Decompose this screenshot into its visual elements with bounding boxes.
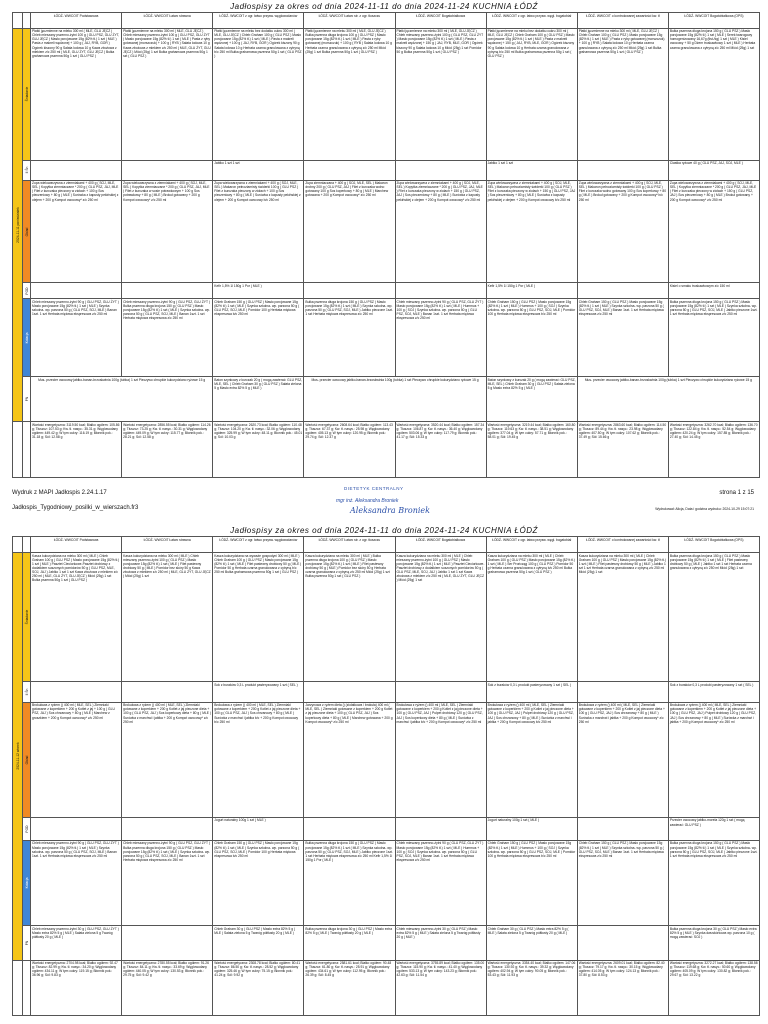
menu-cell <box>304 817 395 840</box>
dietitian-stamp: DIETETYK CENTRALNY mgr inż. Aleksandra Broniek Aleksandra Broniek <box>336 486 431 515</box>
menu-cell: Zupa wielowarzywna z ziemniakami + 400 g ( SOJ, MLE, SEL ) Makaron pełnoziarnisty świderki 100 g ( GLU PSZ ) Filet z kurczaka pieczony w ziołach + 150 g ( GLU PSZ, JAJ ) Sos pieczeniowy + 80 g ( MLE ) Surówka z kapusty pekińskiej z olejem + 200 g Kompot owocowy b/c 250 ml <box>486 180 577 283</box>
col-header: ŁÓDŹ- WWCOIT z ogr. łatwo przysw. węgl. bogatobiał <box>486 13 577 29</box>
menu-cell: Kefir 1,5% 1l 150g 1 Por ( MLE ) <box>486 283 577 299</box>
col-header: ŁÓDŹ- WWCOIT Łatwo str. z ogr. tłuszczu <box>304 537 395 553</box>
meal-label: II Śn <box>23 160 31 180</box>
meal-label: Kolacja <box>23 299 31 377</box>
nutrition-summary: Wartość energetyczna: 2856.55 kcal; Białko ogółem: 114.26 g; Tłuszcz: 73.25 g; Kw. tł. nasyc.: 30.31 g; Węglowodany ogółem: 449.09 g; W tym cukry: 115.77 g; Błonnik pok.: 28.21 g; Sól: 12.58 g <box>122 422 213 478</box>
meal-label: PN <box>23 926 31 961</box>
menu-cell: Kisiel o smaku truskawkowym z/c 150 ml <box>668 283 759 299</box>
menu-cell <box>31 817 122 840</box>
menu-cell: Kefir 1,5% 1l 150g 1 Por ( MLE ) <box>213 283 304 299</box>
nutrition-summary: Wartość energetyczna: 2608.64 kcal; Białko ogółem: 113.43 g; Tłuszcz: 67.37 g; Kw. tł. nasyc.: 25.98 g; Węglowodany ogółem: 405.13 g; W tym cukry: 120.95 g; Błonnik pok.: 29.74 g; Sól: 12.37 g <box>304 422 395 478</box>
col-header: ŁÓDŹ- WWCOIT Łatwo strawna <box>122 537 213 553</box>
page-number: strona 1 z 15 <box>719 490 754 496</box>
nutrition-summary: Wartość energetyczna: 2308.78 kcal; Białko ogółem: 80.41 g; Tłuszcz: 86.50 g; Kw. tł. nasyc.: 28.52 g; Węglowodany ogółem: 325.46 g; W tym cukry: 75.15 g; Błonnik pok.: 41.24 g; Sól: 9.92 g <box>213 960 304 1015</box>
col-header: ŁÓDŹ- WWCOIT z ogr. łatwo przysw. węgl. bogatobiał <box>486 537 577 553</box>
menu-cell: Brokułowa z ryżem () 400 ml ( MLE, SEL ) Ziemniaki gotowane z koperkiem + 200 g Kotlet z jaj pieczone dieta + 100 g ( GLU PSZ, JAJ ) Sos chrzanowy + 80 g ( MLE ) Surówka z marchwi i jabłka + 200 g Kompot owocowy* z/c 250 ml <box>577 702 668 817</box>
menu-cell: Ciastka ryżowe 40 g ( GLU PSZ, JAJ, SOJ, MLE ) <box>668 160 759 180</box>
menu-cell: Chleb Graham 150 g ( GLU PSZ ) Masło porcjowane 15g (82% tł.) 1 szt ( MLE ) Szynka szkolna- wp. parzona 50 g ( GLU PSZ, SOJ, MLE ) Banan 1szt. 1 szt Herbata miętowa ekspresowa z/c 250 ml <box>577 299 668 377</box>
menu-cell: Płatki jęczmienne na mleku 300 ml ( MLE, GLU JĘCZ ) Chleb mieszany pszenno-żytni 100 g ( GLU PSZ, GLU ŻYT, GLU JĘCZ ) Masło porcjowane 15g (82% tł.) 1 szt ( MLE ) Pasta z makreli wędzonej + 100 g ( JAJ, RYB, GOR ) Ogórek kiszony 90 g Sałata lodowa 10 g Kawa zbożowa z mlekiem z/c 250 ml ( MLE, GLU ŻYT, GLU JĘCZ ) Bułka grahamowa pszenna 50g 1 szt ( GLU PSZ ) <box>31 28 122 160</box>
nutrition-summary: Wartość energetyczna: 3272.27 kcal; Białko ogółem: 138.58 g; Tłuszcz: 119.68 g; Kw. tł. nasyc.: 50.60 g; Węglowodany ogółem: 405.09 g; W tym cukry: 130.82 g; Błonnik pok.: 29.67 g; Sól: 13.22 g <box>668 960 759 1015</box>
menu-cell: Zupa ziemniaczana + 400 g ( SOJ, MLE, SEL ) Makaron drobny 200 g ( GLU PSZ, JAJ ) Filet z kurczaka wolno gotowany 100 g Sos koperkowy + 80 g ( MLE ) Marchew gotowana + 200 g Kompot owocowy* z/c 250 ml <box>304 180 395 283</box>
meal-label: POD <box>23 817 31 840</box>
menu-cell <box>31 160 122 180</box>
menu-cell: Chleb mieszany pszenno-żytni 90 g ( GLU PSZ, GLU ŻYT ) Bułka pszenna długa krojona 150 g ( GLU PSZ ) Masło porcjowane 15g (82% tł.) 1 szt ( MLE ) Szynka szkolna- wp. parzona 50 g ( GLU PSZ, SOJ, MLE ) Banan 1szt. 1 szt Herbata miętowa ekspresowa z/c 250 ml <box>122 299 213 377</box>
meal-row-night-snack <box>13 926 760 961</box>
menu-cell <box>122 682 213 703</box>
menu-cell: Brokułowa z ryżem () 400 ml ( MLE, SEL ) Ziemniaki gotowane z koperkiem + 200 g Kotlet z jaj + 100 g ( GLU PSZ, JAJ ) Sos chrzanowy + 80 g ( MLE ) Marchew z groszkiem + 200 g Kompot owocowy* z/c 250 ml <box>31 702 122 817</box>
col-header: ŁÓDŹ- WWCOIT Bogatobiałkowa <box>395 537 486 553</box>
nutrition-summary: Wartość energetyczna: 2620.73 kcal; Białko ogółem: 110.48 g; Tłuszcz: 104.20 g; Kw. tł. nasyc.: 32.06 g; Węglowodany ogółem: 325.99 g; W tym cukry: 48.11 g; Błonnik pok.: 45.01 g; Sól: 10.03 g <box>213 422 304 478</box>
menu-cell: Płatki jęczmienne na mleku 300 ml ( MLE, GLU JĘCZ ) Chleb mieszany pszenno-żytni 100 g ( GLU PSZ, GLU ŻYT ) Masło porcjowane 15g (82% tł.) 1 szt ( MLE ) Pasta z makreli wędzonej + 150 g ( JAJ, RYB, MLE, GOR ) Ogórek kiszony 90 g Sałata lodowa 10 g Miód (25g) 1 szt Pomidor 50 g Bułka pszenna 50g 1 szt ( GLU PSZ ) <box>395 28 486 160</box>
menu-cell: Baton szynkowy z kurczak 20 g ( mogą zawierać: GLU PSZ, MLE, SEL ) Chleb Graham 30 g ( GLU PSZ ) Sałata zielona 5 g Masło extra 82% 5 g ( MLE ) <box>213 377 304 422</box>
menu-cell: Chleb mieszany pszenno-żytni 30 g ( GLU PSZ, GLU ŻYT ) Masło extra 82% 5 g ( MLE ) Sałata zielona 5 g Twaróg półtłusty 20 g ( MLE ) <box>31 926 122 961</box>
col-header: ŁÓDŹ- WWCOIT Łatwo strawna <box>122 13 213 29</box>
menu-cell: Brokułowa z ryżem () 400 ml ( MLE, SEL ) Ziemniaki gotowane z koperkiem + 200 g Kotlet z jaj pieczone dieta + 100 g ( GLU PSZ, JAJ ) Sos chrzanowy + 80 g ( MLE ) Surówka z marchwi i jabłka b/c + 200 g Kompot owocowy b/c 250 ml <box>213 702 304 817</box>
menu-cell: Kasza kukurydziana na mleku 300 ml ( MLE ) Chleb Graham 100 g ( GLU PSZ ) Masło porcjowane 15g (82% tł.) 1 szt ( MLE ) Ser Prończąg 100 g ( GLU PSZ ) Pomidor 50 g Herbata czarna granulowana z cytryną b/c 250 ml Bułka grahamowa pszenna 50g 1 szt ( GLU PSZ ) <box>486 553 577 682</box>
col-header: ŁÓDŹ- WWCOIT z ogr. łatwo przysw. węglowodanów <box>213 13 304 29</box>
menu-cell: Brokułowa z ryżem () 400 ml ( MLE, SEL ) Ziemniaki gotowane z koperkiem + 200 g Kotlet z jaj pieczone dieta + 100 g ( GLU PSZ, JAJ ) Sos koperkowy dieta + 80 g ( MLE ) Surówka z marchwi i jabłka + 200 g Kompot owocowy* z/c 250 ml <box>122 702 213 817</box>
menu-cell <box>31 682 122 703</box>
menu-cell: Chleb Graham 150 g ( GLU PSZ ) Masło porcjowane 15g (82% tł.) 1 szt ( MLE ) Szynka szkolna- wp. parzona 50 g ( GLU PSZ, SOJ, MLE ) Pomidor 100 g Herbata miętowa ekspresowa b/c 250 ml <box>213 840 304 925</box>
meal-row-second-breakfast <box>13 682 760 703</box>
menu-cell: Chleb mieszany pszenno-żytni 30 g ( GLU PSZ ) Masło extra 82% 5 g ( MLE ) Sałata zielona 5 g Twaróg półtłusty 20 g ( MLE ) <box>395 926 486 961</box>
menu-cell: Płatki jęczmienne na mleku 300 ml ( MLE, GLU JĘCZ ) Chleb Graham 100 g ( GLU PSZ ) Masło porcjowane 15g (82% tł.) 1 szt ( MLE ) Pasta z ryby gotowanej (morszczuk) + 100 g ( RYB ) Sałata lodowa 10 g Herbata czarna granulowana z cytryną z/c 250 ml Miód (25g) 1 szt Bułka grahamowa pszenna 50g 1 szt ( GLU PSZ ) <box>577 28 668 160</box>
menu-cell: Kasza kukurydziana na mleku 300 ml ( MLE ) Chleb mieszany pszenno-żytni 100 g ( GLU PSZ ) Masło porcjowane 15g (82% tł.) 1 szt ( MLE ) Pasztet Cieciorkowe-Pasztet drobiowy z dodatkiem suszonych pomidorów 50 g ( GLU PSZ, MLE, SOJ, JAJ ) Jabłko 1 szt 1 szt Kawa zbożowa z mlekiem z/c 250 ml ( MLE, GLU ŻYT, GLU JĘCZ ) Miód (25g) 1 szt <box>395 553 486 682</box>
report-filename: Jadłospis_Tygodniowy_posilki_w_wierszach.fr3 <box>12 505 139 511</box>
nutrition-summary: Wartość energetyczna: 2581.61 kcal; Białko ogółem: 90.48 g; Tłuszcz: 61.80 g; Kw. tł. nasyc.: 25.91 g; Węglowodany ogółem: 434.61 g; W tym cukry: 112.95 g; Błonnik pok.: 26.39 g; Sól: 8.45 g <box>304 960 395 1015</box>
menu-cell <box>395 160 486 180</box>
menu-cell: Sok z buraków 0,3 L produkt pasteryzowany 1 szt ( SEL ) <box>668 682 759 703</box>
menu-cell: Kasza kukurydziana na wyważe gospodyni 300 ml ( MLE ) Chleb Graham 100 g ( GLU PSZ ) Masło porcjowane 15g (82% tł.) 1 szt ( MLE ) Filet pastewny drobiowy 50 g ( MLE ) Pomidor 50 g Herbata czarna granulowana z cytryną b/c 250 ml Bułka grahamowa pszenna 50g 1 szt ( GLU PSZ ) <box>213 553 304 682</box>
meal-row-second-breakfast <box>13 160 760 180</box>
menu-cell: Jarzynowa z ryżem dieta () (ziołatkowa / brokuła) 400 ml ( MLE, SEL ) Ziemniaki gotowane z koperkiem + 200 g Kotlet z jaj pieczone dieta + 100 g ( GLU PSZ, JAJ ) Sos koperkowy dieta + 80 g ( MLE ) Marchew gotowana + 200 g Kompot owocowy* z/c 250 ml <box>304 702 395 817</box>
menu-cell <box>122 926 213 961</box>
menu-cell: Płatki jęczmienne na mleku 300 ml ( MLE, GLU JĘCZ ) Bułka pszenna długa krojona 100 g ( GLU PSZ ) Masło porcjowane 15g (82% tł.) 1 szt ( MLE ) Pasta z ryby gotowanej (morszczuk) + 100 g ( RYB ) Sałata lodowa 10 g Herbata czarna granulowana z cytryną z/c 250 ml Miód (25g) 1 szt Bułka pszenna 50g 1 szt ( GLU PSZ ) <box>304 28 395 160</box>
menu-cell <box>31 283 122 299</box>
menu-cell: Zupa wielowarzywna z ziemniakami + 400 g ( SOJ, MLE, SEL ) Kopytka ziemniaczane * 200 g ( GLU PSZ, JAJ, MLE ) Filet z kurczaka w sosie potrawkowym + 100 g Sos potrawkowy + 80 g ( MLE ) Brokuł gotowany + 200 g Kompot owocowy* z/c 250 ml <box>122 180 213 283</box>
menu-cell: Kasza kukurydziana na mleku 300 ml ( MLE ) Bułka pszenna długa krojona 100 g ( GLU PSZ ) Masło porcjowane 15g (82% tł.) 1 szt ( MLE ) Filet pastewny drobiowy 50 g ( MLE ) Pomidor bez skóry 50 g Herbata czarna granulowana z cytryną z/c 250 ml Miód (25g) 1 szt Bułka pszenna 50g 1 szt ( GLU PSZ ) <box>304 553 395 682</box>
menu-cell: Płatki jęczmienne na mleku bez dodatku cukru 300 ml ( MLE, GLU JĘCZ ) Chleb Graham 100 g ( GLU PSZ ) Masło porcjowane 15g (82% tł.) 1 szt ( MLE ) Pasta z makreli wędzonej + 150 g ( JAJ, RYB, MLE, GOR ) Ogórek kiszony 90 g Sałata lodowa 10 g Herbata czarna granulowana z cytryną b/c 250 ml Bułka grahamowa pszenna 50g 1 szt ( GLU PSZ ) <box>486 28 577 160</box>
col-header: ŁÓDŹ- WWCOIT z ogr. łatwo przysw. węglowodanów <box>213 537 304 553</box>
menu-cell <box>304 160 395 180</box>
menu-cell: Sok z buraków 0,3 L produkt pasteryzowany 1 szt ( SEL ) <box>213 682 304 703</box>
nutrition-summary: Wartość energetyczna: 2609.01 kcal; Białko ogółem: 82.40 g; Tłuszcz: 79.17 g; Kw. tł. nasyc.: 30.15 g; Węglowodany ogółem: 414.05 g; W tym cukry: 124.13 g; Błonnik pok.: 37.80 g; Sól: 8.53 g <box>577 960 668 1015</box>
menu-cell: Zupa wielowarzywna z ziemniakami + 400 g ( SOJ, MLE, SEL ) Kopytka ziemniaczane * 200 g ( GLU PSZ, JAJ, MLE ) Filet z kurczaka pieczony w ziołach + 150 g ( GLU PSZ, JAJ ) Sos pieczeniowy + 80 g ( MLE ) Surówka z kapusty pekińskiej z olejem + 200 g Kompot owocowy* z/c 250 ml <box>395 180 486 283</box>
meal-label: Śniadanie <box>23 553 31 682</box>
meal-row-dinner <box>13 299 760 377</box>
menu-cell: Chleb mieszany pszenno-żytni 90 g ( GLU PSZ, GLU ŻYT ) Bułka pszenna długa krojona 150 g ( GLU PSZ ) Masło porcjowane 15g (82% tł.) 1 szt ( MLE ) Szynka szkolna- wp. parzona 50 g ( GLU PSZ, SOJ, MLE ) Banan 1szt. 1 szt Herbata miętowa ekspresowa z/c 250 ml <box>122 840 213 925</box>
col-header: ŁÓDŹ- WWCOIT o kontrolowanej zawartości kw. tł <box>577 13 668 29</box>
meal-row-dinner <box>13 840 760 925</box>
meal-label: II Śn <box>23 682 31 703</box>
menu-cell: Mus- przecier owocowy jabłko-banan-brzoskwinia 100g (tubka) 1 szt Pieczywo chrupkie kukurydziano ryżowe 15 g <box>31 377 213 422</box>
menu-cell: Chleb mieszany pszenno-żytni 90 g ( GLU PSZ, GLU ŻYT ) Masło porcjowane 15g (82% tł.) 1 szt ( MLE ) Szynka szkolna- wp. parzona 50 g ( GLU PSZ, SOJ, MLE ) Banan 1szt. 1 szt Herbata miętowa ekspresowa z/c 250 ml <box>31 299 122 377</box>
col-header: ŁÓDŹ- WWCOIT Podstawowa <box>31 537 122 553</box>
nutrition-summary: Wartość energetyczna: 3119.50 kcal; Białko ogółem: 105.86 g; Tłuszcz: 107.53 g; Kw. tł. nasyc.: 35.31 g; Węglowodany ogółem: 449.42 g; W tym cukry: 116.19 g; Błonnik pok.: 31.18 g; Sól: 12.58 g <box>31 422 122 478</box>
nutrition-summary: Wartość energetyczna: 3354.40 kcal; Białko ogółem: 147.06 g; Tłuszcz: 130.92 g; Kw. tł. nasyc.: 39.32 g; Węglowodany ogółem: 402.94 g; W tym cukry: 90.05 g; Błonnik pok.: 53.43 g; Sól: 11.93 g <box>486 960 577 1015</box>
menu-cell: Bułka pszenna długa krojona 30 g ( GLU PSZ ) Masło extra 82% 5 g ( MLE ) Twaróg półtłusty 20 g ( MLE ) <box>304 926 395 961</box>
menu-cell: Jogurt naturalny 100g 1 szt ( MLE ) <box>486 817 577 840</box>
meal-row-lunch <box>13 702 760 817</box>
meal-row-night-snack <box>13 377 760 422</box>
menu-table-week1-day2 <box>12 536 760 1016</box>
menu-cell <box>122 160 213 180</box>
menu-cell: Bułka pszenna długa krojona 150 g ( GLU PSZ ) Masło porcjowane 15g (82% tł.) 1 szt ( MLE ) Szynka szkolna- wp. parzona 50 g ( GLU PSZ, SOJ, MLE ) Jabłko pieczone 1szt. 1 szt Herbata miętowa ekspresowa z/c 250 ml <box>304 299 395 377</box>
menu-cell <box>577 682 668 703</box>
menu-cell: Kasza kukurydziana na mleku 300 ml ( MLE ) Chleb Graham 100 g ( GLU PSZ ) Masło porcjowane 15g (82% tł.) 1 szt ( MLE ) Filet pastewny drobiowy 50 g ( MLE ) Jabłko 1 szt 1 szt Herbata czarna granulowana z cytryną z/c 250 ml Miód (25g) 1 szt <box>577 553 668 682</box>
menu-cell: Chleb Graham 30 g ( GLU PSZ ) Masło extra 82% 5 g ( MLE ) Sałata zielona 5 g Twaróg półtłusty 20 g ( MLE ) <box>213 926 304 961</box>
day-label: 2024-11-11 poniedziałek <box>13 28 23 421</box>
menu-cell: Bułka pszenna długa krojona 150 g ( GLU PSZ ) Masło porcjowane 15g (82% tł.) 1 szt ( MLE ) Szynka szkolna- wp. parzona 50 g ( GLU PSZ, SOJ, MLE ) Jabłko pieczone 1szt. 1 szt Herbata miętowa ekspresowa z/c 250 ml Kefir 1,5% 1l 150g 1 Por ( MLE ) <box>304 840 395 925</box>
page-bottom <box>0 524 768 536</box>
header-row <box>13 537 760 553</box>
nutrition-summary: Wartość energetyczna: 3219.44 kcal; Białko ogółem: 160.80 g; Tłuszcz: 119.63 g; Kw. tł. nasyc.: 38.51 g; Węglowodany ogółem: 377.04 g; W tym cukry: 57.71 g; Błonnik pok.: 58.01 g; Sól: 19.45 g <box>486 422 577 478</box>
menu-cell <box>122 283 213 299</box>
meal-row-breakfast <box>13 28 760 160</box>
meal-label: POD <box>23 283 31 299</box>
menu-cell <box>395 283 486 299</box>
menu-cell: Płatki jęczmienne na mleku bez dodatku cukru 300 ml ( MLE, GLU JĘCZ ) Chleb Graham 100 g ( GLU PSZ ) Masło porcjowane 15g (82% tł.) 1 szt ( MLE ) Pasta z makreli wędzonej + 100 g ( JAJ, RYB, GOR ) Ogórek kiszony 90 g Sałata lodowa 10 g Herbata czarna granulowana z cytryną b/c 250 ml Bułka grahamowa pszenna 50g 1 szt ( GLU PSZ ) <box>213 28 304 160</box>
col-header: ŁÓDŹ- WWCOIT Bogatobiałkowa (OPS) <box>668 537 759 553</box>
meal-label: Obiad <box>23 702 31 817</box>
col-header: ŁÓDŹ- WWCOIT Bogatobiałkowa (OPS) <box>668 13 759 29</box>
nutrition-summary: Wartość energetyczna: 2704.98 kcal; Białko ogółem: 92.47 g; Tłuszcz: 82.99 g; Kw. tł. nasyc.: 34.20 g; Węglowodany ogółem: 434.11 g; W tym cukry: 119.15 g; Błonnik pok.: 36.96 g; Sól: 9.83 g <box>31 960 122 1015</box>
nutrition-summary: Wartość energetyczna: 2863.60 kcal; Białko ogółem: 114.50 g; Tłuszcz: 89.44 g; Kw. tł. nasyc.: 23.98 g; Węglowodany ogółem: 407.50 g; W tym cukry: 107.62 g; Błonnik pok.: 37.49 g; Sól: 15.66 g <box>577 422 668 478</box>
menu-cell: Kasza kukurydziana na mleku 300 ml ( MLE ) Chleb Graham 100 g ( GLU PSZ ) Masło porcjowane 15g (82% tł.) 1 szt ( MLE ) Pasztet Cieciorkowe-Pasztet drobiowy z dodatkiem suszonych pomidorów 50 g ( GLU PSZ, MLE, SOJ, JAJ ) Jabłko 1 szt 1 szt Kawa zbożowa z mlekiem z/c 250 ml ( MLE, GLU ŻYT, GLU JĘCZ ) Miód (25g) 1 szt Bułka pszenna 50g 1 szt ( GLU PSZ ) <box>31 553 122 682</box>
col-header: ŁÓDŹ- WWCOIT Łatwo str. z ogr. tłuszczu <box>304 13 395 29</box>
menu-cell: Bułka pszenna długa krojona 150 g ( GLU PSZ ) Masło porcjowane 15g (82% tł.) 1 szt ( MLE ) Serek twarogowy homogenizowany 16,67g (tłst./kg) 1 szt ( MLE ) Kisiel owocowy + 50 g Dżem truskawkowy 1 szt ( MLE ) Herbata czarna granulowana z cytryną z/c 250 ml Miód (25g) 1 szt <box>668 28 759 160</box>
menu-cell: Jabłko 1 szt 1 szt <box>213 160 304 180</box>
menu-table-week1 <box>12 12 760 478</box>
nutrition-summary: Wartość energetyczna: 3520.44 kcal; Białko ogółem: 157.34 g; Tłuszcz: 106.87 g; Kw. tł. nasyc.: 36.40 g; Węglowodany ogółem: 503.06 g; W tym cukry: 117.79 g; Błonnik pok.: 41.17 g; Sól: 15.33 g <box>395 422 486 478</box>
page-title: Jadłospisy za okres od dnia 2024-11-11 do dnia 2024-11-24 KUCHNIA ŁÓDŹ <box>230 2 538 11</box>
meal-label: PN <box>23 377 31 422</box>
nutrition-summary: Wartość energetyczna: 3262.70 kcal; Białko ogółem: 136.70 g; Tłuszcz: 122.84 g; Kw. tł. nasyc.: 52.54 g; Węglowodany ogółem: 420.24 g; W tym cukry: 157.85 g; Błonnik pok.: 27.40 g; Sól: 14.45 g <box>668 422 759 478</box>
menu-cell: Przecier owocowy jabłko-morela 120g 1 szt ( mogą zawierać: GLU PSZ ) <box>668 817 759 840</box>
menu-cell: Chleb Graham 150 g ( GLU PSZ ) Masło porcjowane 15g (82% tł.) 1 szt ( MLE ) Hummus + 100 g ( SOJ ) Szynka szkolna- wp. parzona 50 g ( GLU PSZ, SOJ, MLE ) Pomidor 100 g Herbata miętowa ekspresowa b/c 250 ml <box>486 299 577 377</box>
col-header: ŁÓDŹ- WWCOIT Podstawowa <box>31 13 122 29</box>
menu-cell: Jogurt naturalny 100g 1 szt ( MLE ) <box>213 817 304 840</box>
menu-cell: Płatki jęczmienne na mleku 300 ml ( MLE, GLU JĘCZ ) Chleb mieszany pszenno-żytni 100 g ( GLU PSZ, GLU ŻYT ) Masło porcjowane 15g (82% tł.) 1 szt ( MLE ) Pasta z ryby gotowanej (morszczuk) + 100 g ( RYB ) Sałata lodowa 10 g Kawa zbożowa z mlekiem z/c 250 ml ( MLE, GLU ŻYT, GLU JĘCZ ) Miód (25g) 1 szt Bułka grahamowa pszenna 50g 1 szt ( GLU PSZ ) <box>122 28 213 160</box>
menu-cell: Chleb Graham 150 g ( GLU PSZ ) Masło porcjowane 15g (82% tł.) 1 szt ( MLE ) Hummus + 100 g ( SOJ ) Szynka szkolna- wp. parzona 50 g ( GLU PSZ, SOJ, MLE ) Pomidor 100 g Herbata miętowa ekspresowa b/c 250 ml <box>486 840 577 925</box>
col-header: ŁÓDŹ- WWCOIT Bogatobiałkowa <box>395 13 486 29</box>
menu-cell <box>577 283 668 299</box>
menu-cell: Bułka pszenna długa krojona 150 g ( GLU PSZ ) Masło porcjowane 15g (82% tł.) 1 szt ( MLE ) Szynka szkolna- wp. parzona 50 g ( GLU PSZ, SOJ, MLE ) Jabłko pieczone 1szt. 1 szt Herbata miętowa ekspresowa z/c 250 ml <box>668 299 759 377</box>
menu-cell <box>577 926 668 961</box>
menu-cell: Chleb Graham 150 g ( GLU PSZ ) Masło porcjowane 15g (82% tł.) 1 szt ( MLE ) Szynka szkolna- wp. parzona 50 g ( GLU PSZ, SOJ, MLE ) Banan 1szt. 1 szt Herbata miętowa ekspresowa z/c 250 ml <box>577 840 668 925</box>
menu-cell <box>304 283 395 299</box>
menu-cell: Chleb mieszany pszenno-żytni 90 g ( GLU PSZ, GLU ŻYT ) Masło porcjowane 15g (82% tł.) 1 szt ( MLE ) Szynka szkolna- wp. parzona 50 g ( GLU PSZ, SOJ, MLE ) Banan 1szt. 1 szt Herbata miętowa ekspresowa z/c 250 ml <box>31 840 122 925</box>
menu-cell: Zupa wielowarzywna z ziemniakami + 400 g ( SOJ, MLE, SEL ) Kopytka ziemniaczane * 200 g ( GLU PSZ, JAJ, MLE ) Filet z kurczaka pieczony w ziołach + 100 g Sos pieczeniowy + 80 g ( MLE ) Surówka z kapusty pekińskiej z olejem + 200 g Kompot owocowy* z/c 250 ml <box>31 180 122 283</box>
header-row <box>13 13 760 29</box>
menu-cell: Jabłko 1 szt 1 szt <box>486 160 577 180</box>
menu-cell: Chleb mieszany pszenno-żytni 90 g ( GLU PSZ, GLU ŻYT ) Masło porcjowane 15g (82% tł.) 1 szt ( MLE ) Hummus + 100 g ( SOJ ) Szynka szkolna- wp. parzona 50 g ( GLU PSZ, SOJ, MLE ) Banan 1szt. 1 szt Herbata miętowa ekspresowa z/c 250 ml <box>395 299 486 377</box>
menu-cell: Bułka pszenna długa krojona 30 g ( GLU PSZ ) Masło extra 82% 5 g ( MLE ) Szynka dwuskórkowa wp. parzona 10 g ( mogą zawierać: SOJ ) <box>668 926 759 961</box>
col-header: ŁÓDŹ- WWCOIT o kontrolowanej zawartości kw. tł <box>577 537 668 553</box>
summary-row <box>13 422 760 478</box>
menu-cell <box>395 817 486 840</box>
menu-cell <box>395 682 486 703</box>
meal-row-breakfast <box>13 553 760 682</box>
menu-cell: Chleb Graham 30 g ( GLU PSZ ) Masło extra 82% 5 g ( MLE ) Sałata zielona 5 g Twaróg półtłusty 20 g ( MLE ) <box>486 926 577 961</box>
menu-cell: Chleb mieszany pszenno-żytni 90 g ( GLU PSZ, GLU ŻYT ) Masło porcjowane 15g (82% tł.) 1 szt ( MLE ) Hummus + 100 g ( SOJ ) Szynka szkolna- wp. parzona 50 g ( GLU PSZ, SOJ, MLE ) Banan 1szt. 1 szt Herbata miętowa ekspresowa z/c 250 ml <box>395 840 486 925</box>
meal-label: Kolacja <box>23 840 31 925</box>
menu-cell: Zupa wielowarzywna z ziemniakami + 400 g ( SOJ, MLE, SEL ) Makaron pełnoziarnisty świderki 100 g ( GLU PSZ ) Filet z kurczaka pieczony w ziołach + 100 g Sos pieczeniowy + 80 g ( MLE ) Surówka z kapusty pekińskiej z olejem + 200 g Kompot owocowy b/c 250 ml <box>213 180 304 283</box>
menu-cell: Zupa wielowarzywna z ziemniakami + 400 g ( SOJ, MLE, SEL ) Kopytka ziemniaczane * 200 g ( GLU PSZ, JAJ, MLE ) Filet z kurczaka pieczony w ziołach + 150 g ( GLU PSZ, JAJ ) Sos pieczeniowy + 80 g ( MLE ) Brokuł gotowany + 200 g Kompot owocowy* z/c 250 ml <box>668 180 759 283</box>
meal-label: Obiad <box>23 180 31 283</box>
menu-cell <box>577 160 668 180</box>
menu-cell: Mus- przecier owocowy jabłko-banan-brzoskwinia 100g (tubka) 1 szt Pieczywo chrupkie kukurydziano ryżowe 15 g <box>577 377 759 422</box>
menu-cell: Mus- przecier owocowy jabłko-banan-brzoskwinia 100g (tubka) 1 szt Pieczywo chrupkie kukurydziano ryżowe 15 g <box>304 377 486 422</box>
menu-cell <box>304 682 395 703</box>
menu-cell: Bułka pszenna długa krojona 150 g ( GLU PSZ ) Masło porcjowane 15g (82% tł.) 1 szt ( MLE ) Filet pastewny drobiowy 50 g ( MLE ) Jabłko 1 szt 1 szt Herbata czarna granulowana z cytryną z/c 250 ml Miód (25g) 1 szt <box>668 553 759 682</box>
print-source: Wydruk z MAPI Jadłospis 2.24.1.17 <box>12 490 107 496</box>
meal-row-lunch <box>13 180 760 283</box>
menu-cell: Brokułowa z ryżem () 400 ml ( MLE, SEL ) Ziemniaki gotowane z koperkiem + 200 g Kotlet z jaj pieczone dieta + 100 g ( GLU PSZ, JAJ ) Pulpet drobiowy 120 g ( GLU PSZ, JAJ ) Sos chrzanowy + 80 g ( MLE ) Surówka z marchwi i jabłka + 200 g Kompot owocowy* z/c 250 ml <box>668 702 759 817</box>
printed-by: Wydrukował: Alicja, Data i godzina wydruku: 2024-10-29 15:07:21 <box>655 507 754 511</box>
signature: Aleksandra Broniek <box>350 506 431 515</box>
menu-cell: Zupa wielowarzywna z ziemniakami + 400 g ( SOJ, MLE, SEL ) Makaron pełnoziarnisty świderki 100 g ( GLU PSZ ) Filet z kurczaka wolno gotowany 100 g Sos koperkowy + 80 g ( MLE ) Brokuł gotowany + 200 g Kompot owocowy* b/c 250 ml <box>577 180 668 283</box>
meal-row-snack <box>13 283 760 299</box>
nutrition-summary: Wartość energetyczna: 2780.55 kcal; Białko ogółem: 91.26 g; Tłuszcz: 84.11 g; Kw. tł. nasyc.: 33.69 g; Węglowodany ogółem: 440.05 g; W tym cukry: 130.53 g; Błonnik pok.: 29.75 g; Sól: 9.42 g <box>122 960 213 1015</box>
menu-cell: Bułka pszenna długa krojona 150 g ( GLU PSZ ) Masło porcjowane 15g (82% tł.) 1 szt ( MLE ) Szynka szkolna- wp. parzona 50 g ( GLU PSZ, SOJ, MLE ) Jabłko pieczone 1szt. 1 szt Herbata miętowa ekspresowa z/c 250 ml <box>668 840 759 925</box>
menu-cell: Brokułowa z ryżem () 400 ml ( MLE, SEL ) Ziemniaki gotowane z koperkiem + 200 g Kotlet z jaj pieczone dieta + 100 g ( GLU PSZ, JAJ ) Pulpet drobiowy 120 g ( GLU PSZ, JAJ ) Sos chrzanowy + 80 g ( MLE ) Surówka z marchwi i jabłka + 200 g Kompot owocowy b/c 250 ml <box>486 702 577 817</box>
page-footer <box>0 486 768 522</box>
menu-cell <box>577 817 668 840</box>
menu-cell: Sok z buraków 0,3 L produkt pasteryzowany 1 szt ( SEL ) <box>486 682 577 703</box>
menu-cell: Brokułowa z ryżem () 400 ml ( MLE, SEL ) Ziemniaki gotowane z koperkiem + 200 g Kotlet z jaj pieczone dieta + 100 g ( GLU PSZ, JAJ ) Pulpet drobiowy 120 g ( GLU PSZ, JAJ ) Sos koperkowy dieta + 80 g ( MLE ) Surówka z marchwi i jabłka b/c + 200 g Kompot owocowy* z/c 250 ml <box>395 702 486 817</box>
meal-row-snack <box>13 817 760 840</box>
day-label: 2024-11-12 wtorek <box>13 553 23 961</box>
menu-cell: Chleb Graham 150 g ( GLU PSZ ) Masło porcjowane 15g (82% tł.) 1 szt ( MLE ) Szynka szkolna- wp. parzona 50 g ( GLU PSZ, SOJ, MLE ) Pomidor 100 g Herbata miętowa ekspresowa b/c 250 ml <box>213 299 304 377</box>
page-top <box>0 0 768 12</box>
meal-label: Śniadanie <box>23 28 31 160</box>
menu-cell <box>122 817 213 840</box>
nutrition-summary: Wartość energetyczna: 3755.89 kcal; Białko ogółem: 135.00 g; Tłuszcz: 115.90 g; Kw. tł. nasyc.: 41.40 g; Węglowodany ogółem: 533.13 g; W tym cukry: 143.23 g; Błonnik pok.: 42.63 g; Sól: 11.54 g <box>395 960 486 1015</box>
menu-cell: Kasza kukurydziana na mleku 300 ml ( MLE ) Chleb mieszany pszenno-żytni 100 g ( GLU PSZ ) Masło porcjowane 15g (82% tł.) 1 szt ( MLE ) Filet pastewny drobiowy 50 g ( MLE ) Pomidor bez skóry 50 g Kawa zbożowa z mlekiem z/c 250 ml ( MLE, GLU ŻYT, GLU JĘCZ ) Miód (25g) 1 szt <box>122 553 213 682</box>
page-title-2: Jadłospisy za okres od dnia 2024-11-11 do dnia 2024-11-24 KUCHNIA ŁÓDŹ <box>230 526 538 535</box>
summary-row <box>13 960 760 1015</box>
menu-cell: Baton szynkowy z kurczak 20 g ( mogą zawierać: GLU PSZ, MLE, SEL ) Chleb Graham 30 g ( GLU PSZ ) Sałata zielona 5 g Masło extra 82% 5 g ( MLE ) <box>486 377 577 422</box>
